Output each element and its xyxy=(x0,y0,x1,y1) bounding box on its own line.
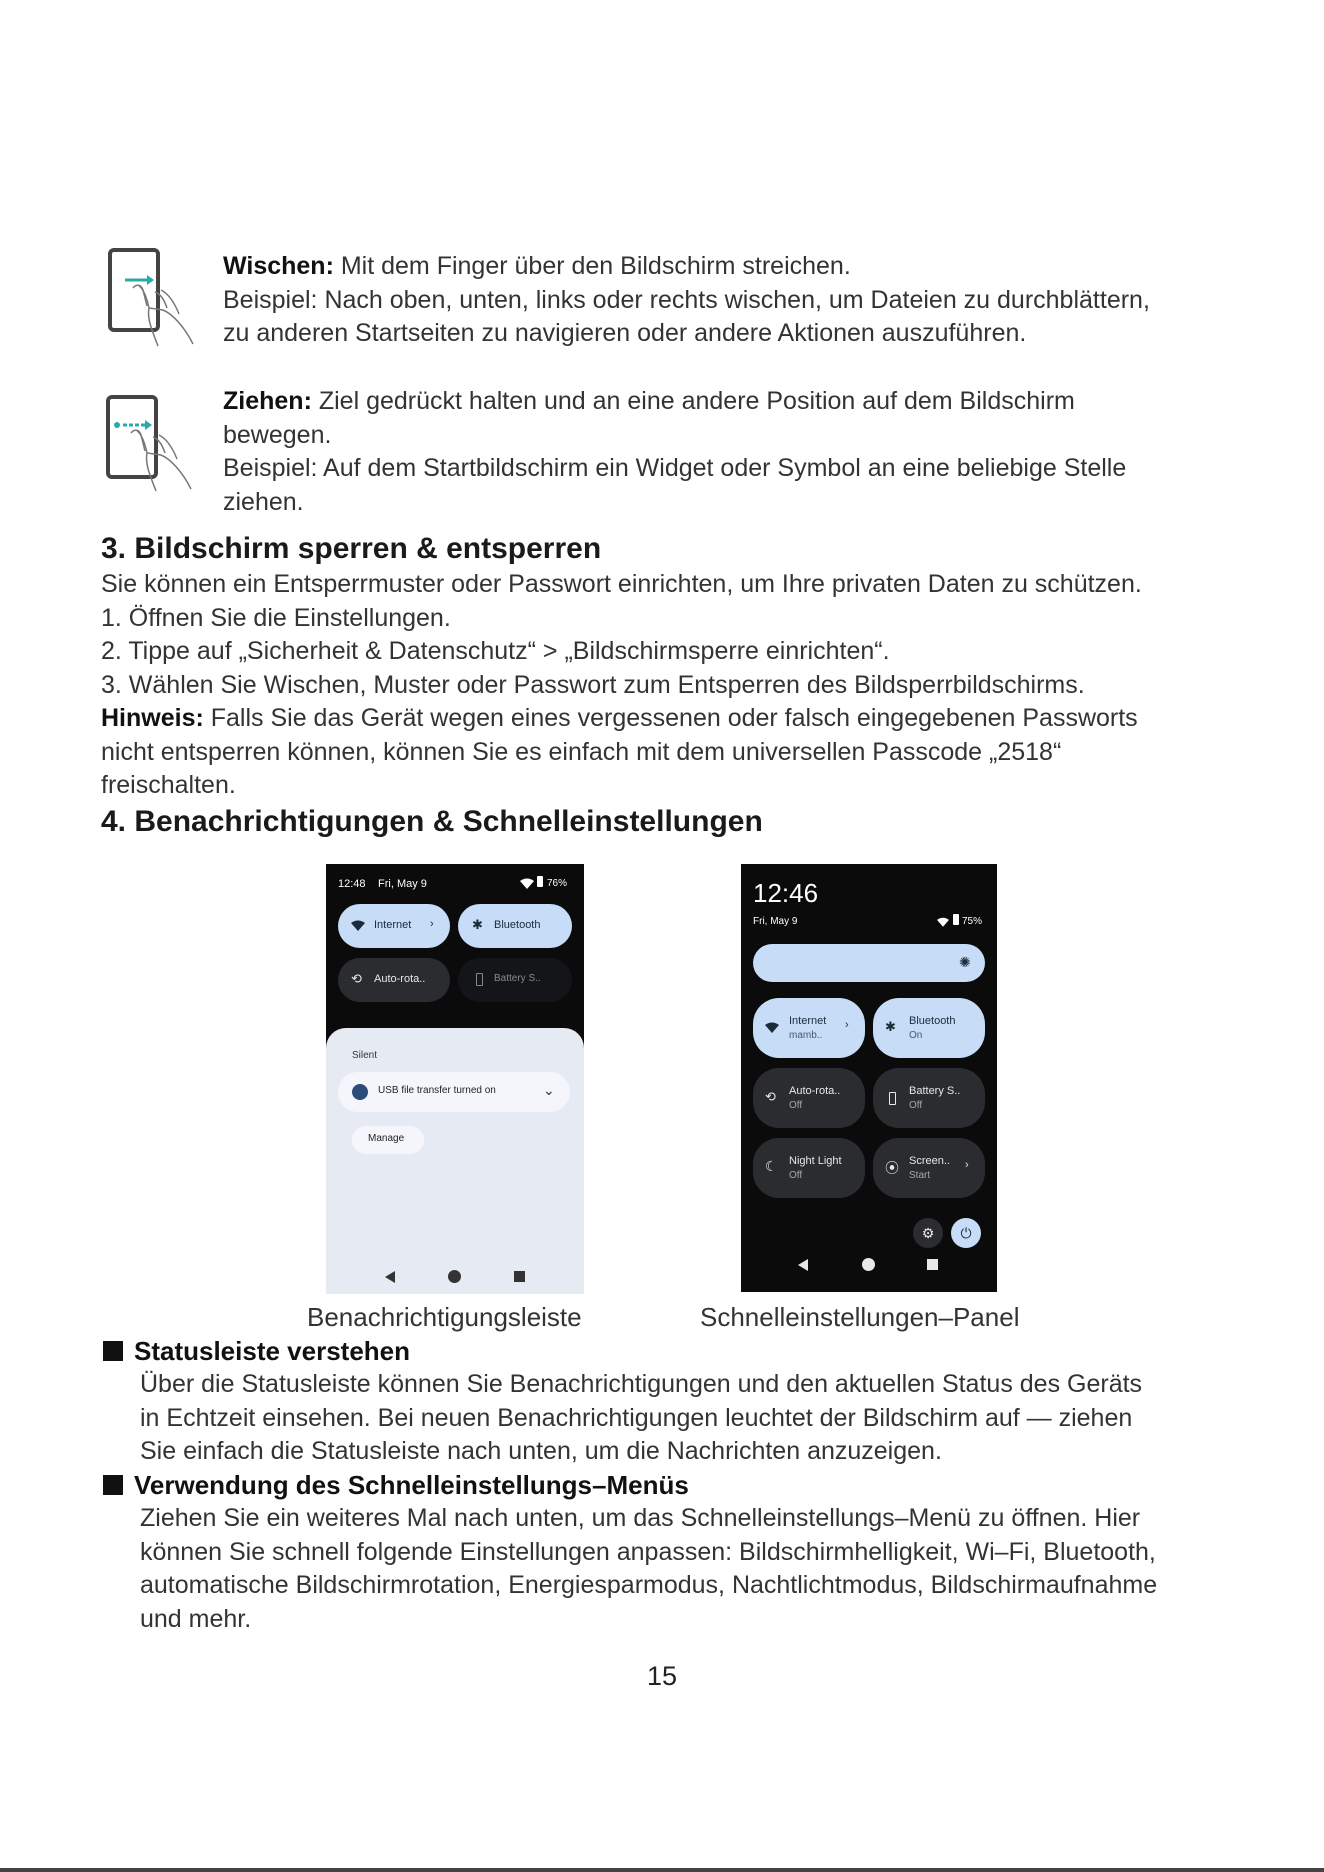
page-number: 15 xyxy=(646,1661,678,1691)
bullet-body: Über die Statusleiste können Sie Benachrichtigungen und den aktuellen Status des Geräts in Echtzeit einsehen. Bei neuen Benachrichtigungen leuchtet der Bildschirm auf — ziehen Sie einfach die Statusleiste nach unten, um die Nachrichten anzuzeigen. xyxy=(140,1370,1143,1465)
wifi-icon xyxy=(937,915,949,933)
bullet-body: Ziehen Sie ein weiteres Mal nach unten, um das Schnelleinstellungs–Menü zu öffnen. Hier können Sie schnell folgende Einstellungen anpassen: Bildschirmhelligkeit, Wi–Fi, Bluetooth, automatische Bildschirmrotation, Energiesparmodus, Nachtlichtmodus, Bildschirmaufnahme und mehr. xyxy=(140,1504,1158,1633)
status-time: 12:46 xyxy=(753,878,819,908)
rotate-icon: ⟲ xyxy=(765,1089,776,1104)
home-icon[interactable] xyxy=(862,1258,875,1271)
notification-text: USB file transfer turned on xyxy=(378,1085,496,1096)
usb-notification[interactable] xyxy=(338,1072,570,1112)
tile-battery-saver[interactable] xyxy=(458,958,572,1002)
tile-label: Screen.. xyxy=(909,1155,950,1167)
tile-bluetooth[interactable] xyxy=(458,904,572,948)
manage-button[interactable]: Manage xyxy=(352,1126,424,1154)
bullet-square xyxy=(103,1341,123,1361)
section-3-body: Sie können ein Entsperrmuster oder Passwort einrichten, um Ihre privaten Daten zu schützen. 1. Öffnen Sie die Einstellungen. 2. Tippe auf „Sicherheit & Datenschutz“ > „Bildschirmsperre einrichten“. 3. Wählen Sie Wischen, Muster oder Passwort zum Entsperren des Bildsperrbildschirms. Hinweis: Falls Sie das Gerät wegen eines vergessenen oder falsch eingegebenen Passworts nicht entsperren können, können Sie es einfach mit dem universellen Passcode „2518“ freischalten. xyxy=(101,570,1142,799)
usb-icon xyxy=(352,1084,368,1100)
tile-screen-record[interactable] xyxy=(873,1138,985,1198)
section-4-heading: 4. Benachrichtigungen & Schnelleinstellungen xyxy=(101,805,763,838)
recents-icon[interactable] xyxy=(927,1259,938,1270)
tile-label: Battery S.. xyxy=(494,973,541,984)
status-date: Fri, May 9 xyxy=(753,916,798,927)
section-3-heading: 3. Bildschirm sperren & entsperren xyxy=(101,532,602,565)
bullet-title: Statusleiste verstehen xyxy=(134,1336,411,1366)
battery-level: 75% xyxy=(962,916,983,927)
tile-bluetooth[interactable] xyxy=(873,998,985,1058)
gesture-ziehen-text: Ziehen: Ziel gedrückt halten und an eine andere Position auf dem Bildschirm bewegen. Beispiel: Auf dem Startbildschirm ein Widget oder Symbol an eine beliebige Stelle ziehen. xyxy=(223,387,1127,516)
gesture-title: Ziehen: xyxy=(223,387,312,415)
chevron-down-icon[interactable]: ⌄ xyxy=(543,1082,555,1098)
page-bottom-rule xyxy=(0,1868,1324,1872)
battery-level: 76% xyxy=(547,878,568,889)
back-icon[interactable] xyxy=(384,1270,396,1288)
notification-shade-screenshot xyxy=(326,864,584,1294)
power-icon[interactable]: ⏻ xyxy=(951,1218,981,1248)
rotate-icon: ⟲ xyxy=(351,971,362,986)
brightness-icon: ✺ xyxy=(959,954,971,970)
tile-label: Auto-rota.. xyxy=(789,1085,841,1097)
bullet-title: Verwendung des Schnelleinstellungs–Menüs xyxy=(134,1470,689,1500)
tile-sub: On xyxy=(909,1030,923,1041)
bluetooth-icon: ✱ xyxy=(472,917,483,932)
settings-icon[interactable]: ⚙ xyxy=(913,1218,943,1248)
silent-label: Silent xyxy=(352,1050,378,1061)
tile-auto-rotate[interactable] xyxy=(338,958,450,1002)
tile-label: Auto-rota.. xyxy=(374,973,426,985)
bluetooth-icon: ✱ xyxy=(885,1019,896,1034)
wifi-icon xyxy=(351,920,365,932)
drag-gesture-icon xyxy=(103,395,213,501)
notification-panel xyxy=(326,1028,584,1294)
tile-battery-saver[interactable] xyxy=(873,1068,985,1128)
tile-label: Internet xyxy=(789,1015,827,1027)
tile-label: Bluetooth xyxy=(909,1015,956,1027)
tile-night-light[interactable] xyxy=(753,1138,865,1198)
gesture-wischen-text: Wischen: Mit dem Finger über den Bildschirm streichen. Beispiel: Nach oben, unten, links oder rechts wischen, um Dateien zu durchblättern, zu anderen Startseiten zu navigieren oder andere Aktionen auszuführen. xyxy=(223,252,1150,347)
chevron-right-icon: › xyxy=(430,918,434,930)
tile-label: Battery S.. xyxy=(909,1085,961,1097)
tile-label: Night Light xyxy=(789,1155,842,1167)
status-time: 12:48 xyxy=(338,878,366,890)
wifi-icon xyxy=(765,1022,779,1034)
quick-settings-screenshot xyxy=(741,864,997,1292)
moon-icon: ☾ xyxy=(765,1158,778,1174)
chevron-right-icon: › xyxy=(845,1019,849,1031)
swipe-gesture-icon xyxy=(103,248,213,354)
battery-icon xyxy=(953,914,959,925)
tile-internet[interactable] xyxy=(753,998,865,1058)
brightness-slider[interactable] xyxy=(753,944,985,982)
gesture-title: Wischen: xyxy=(223,252,334,280)
battery-icon xyxy=(889,1092,896,1105)
tile-sub: Off xyxy=(789,1100,803,1111)
home-icon[interactable] xyxy=(448,1270,461,1283)
tile-sub: Off xyxy=(909,1100,923,1111)
tile-internet[interactable] xyxy=(338,904,450,948)
back-icon[interactable] xyxy=(797,1258,809,1276)
quick-settings-caption: Schnelleinstellungen–Panel xyxy=(700,1302,1020,1332)
tile-sub: Off xyxy=(789,1170,803,1181)
record-icon: ⦿ xyxy=(885,1160,899,1176)
battery-icon xyxy=(476,973,483,986)
tile-label: Bluetooth xyxy=(494,919,541,931)
tile-auto-rotate[interactable] xyxy=(753,1068,865,1128)
tile-sub: Start xyxy=(909,1170,931,1181)
bullet-square xyxy=(103,1475,123,1495)
chevron-right-icon: › xyxy=(965,1159,969,1171)
wifi-icon xyxy=(520,877,534,895)
recents-icon[interactable] xyxy=(514,1271,525,1282)
tile-label: Internet xyxy=(374,919,412,931)
notification-shade-caption: Benachrichtigungsleiste xyxy=(307,1302,582,1332)
status-date: Fri, May 9 xyxy=(378,878,427,890)
note-label: Hinweis: xyxy=(101,704,204,732)
battery-icon xyxy=(537,876,543,887)
tile-sub: mamb.. xyxy=(789,1030,823,1041)
